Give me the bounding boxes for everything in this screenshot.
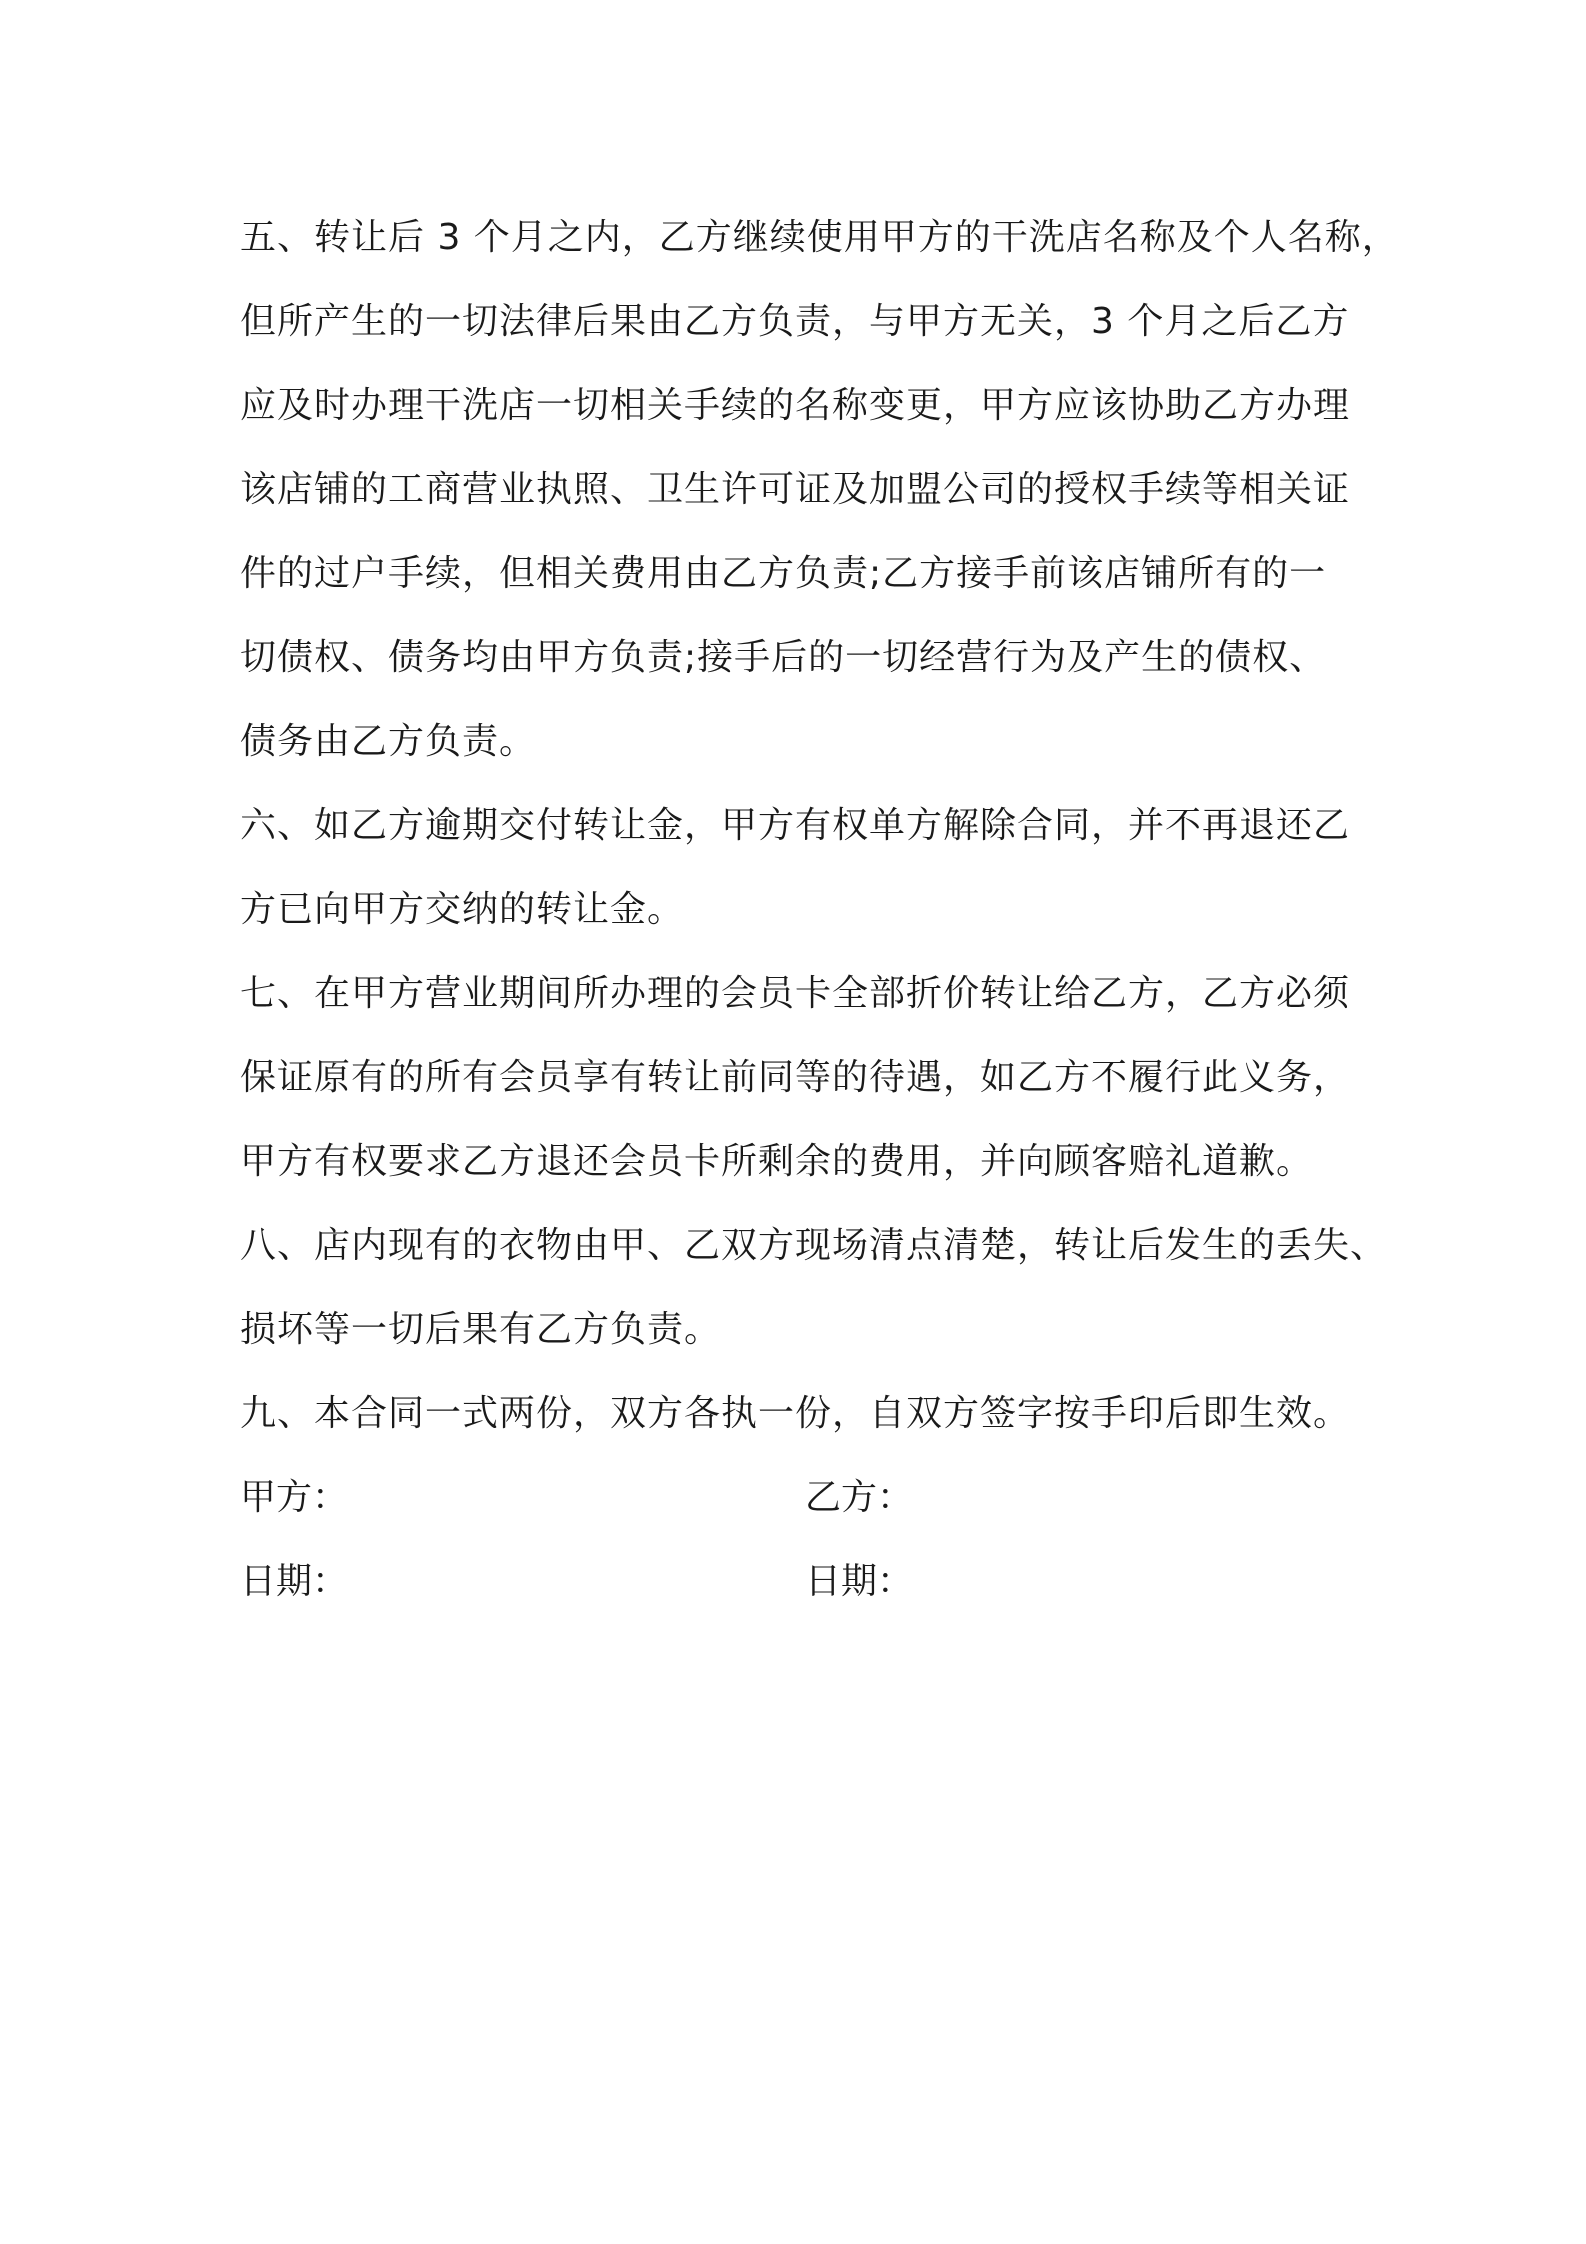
clause-line: 应及时办理干洗店一切相关手续的名称变更，甲方应该协助乙方办理 (240, 385, 1351, 426)
party-b-label: 乙方： (805, 1477, 914, 1518)
clause-line: 保证原有的所有会员享有转让前同等的待遇，如乙方不履行此义务， (240, 1057, 1351, 1098)
clause-6 (240, 784, 1375, 952)
clause-line: 切债权、债务均由甲方负责;接手后的一切经营行为及产生的债权、 (240, 637, 1327, 678)
contract-body (240, 196, 1399, 1624)
clause-line: 甲方有权要求乙方退还会员卡所剩余的费用，并向顾客赔礼道歉。 (240, 1141, 1314, 1182)
clause-line: 七、在甲方营业期间所办理的会员卡全部折价转让给乙方，乙方必须 (240, 973, 1351, 1014)
clause-line: 损坏等一切后果有乙方负责。 (240, 1309, 722, 1350)
clause-line: 九、本合同一式两份，双方各执一份，自双方签字按手印后即生效。 (240, 1393, 1351, 1434)
clause-8 (240, 1204, 1388, 1372)
clause-line: 方已向甲方交纳的转让金。 (240, 889, 685, 930)
clause-line: 件的过户手续，但相关费用由乙方负责;乙方接手前该店铺所有的一 (240, 553, 1327, 594)
clause-line: 但所产生的一切法律后果由乙方负责，与甲方无关，3 个月之后乙方 (240, 301, 1350, 342)
clause-9 (240, 1372, 1375, 1456)
party-a-label: 甲方： (240, 1477, 349, 1518)
signature-date-row (240, 1540, 1375, 1624)
clause-5 (240, 196, 1399, 784)
clause-line: 六、如乙方逾期交付转让金，甲方有权单方解除合同，并不再退还乙 (240, 805, 1351, 846)
date-b-label: 日期： (805, 1561, 914, 1602)
clause-line: 八、店内现有的衣物由甲、乙双方现场清点清楚，转让后发生的丢失、 (240, 1225, 1388, 1266)
signature-party-row (240, 1456, 1375, 1540)
clause-line: 债务由乙方负责。 (240, 721, 537, 762)
date-a-label: 日期： (240, 1561, 349, 1602)
clause-line: 该店铺的工商营业执照、卫生许可证及加盟公司的授权手续等相关证 (240, 469, 1351, 510)
clause-7 (240, 952, 1375, 1204)
clause-line: 五、转让后 3 个月之内，乙方继续使用甲方的干洗店名称及个人名称， (240, 217, 1399, 258)
